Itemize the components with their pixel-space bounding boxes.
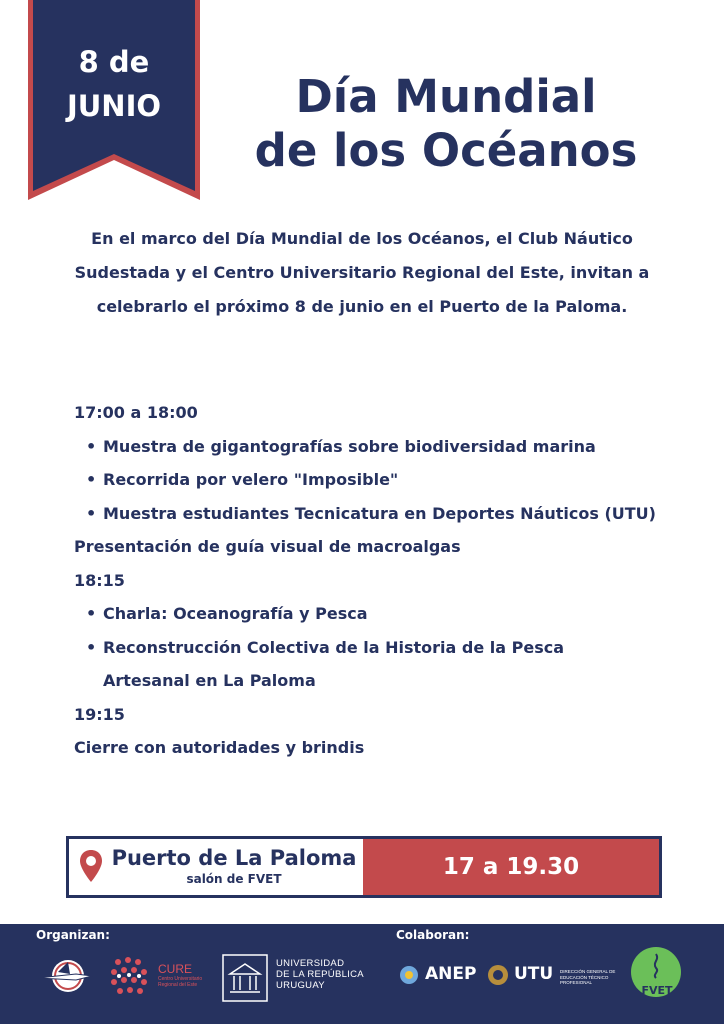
cure-logo-subtext: Centro Universitario Regional del Este — [158, 976, 203, 988]
utu-logo-text: UTU — [514, 964, 554, 984]
udelar-logo-text — [276, 958, 364, 991]
udelar-line-2: DE LA REPÚBLICA — [276, 969, 364, 980]
location-room: salón de FVET — [186, 872, 282, 886]
footer — [0, 924, 724, 1024]
ribbon-day: 8 de — [78, 45, 150, 79]
list-item: • Muestra estudiantes Tecnicatura en Deportes Náuticos (UTU) — [74, 497, 674, 531]
schedule-time-2: 18:15 — [74, 570, 125, 590]
dgetp-logo-text: DIRECCIÓN GENERAL DE EDUCACIÓN TÉCNICO PROFESIONAL — [560, 969, 616, 985]
schedule-time-3: 19:15 — [74, 704, 125, 724]
list-item: • Charla: Oceanografía y Pesca — [74, 597, 674, 631]
colaboran-label: Colaboran: — [396, 928, 470, 942]
intro-paragraph — [60, 222, 664, 324]
anep-emblem-icon — [398, 964, 420, 990]
schedule-plain-2: Cierre con autoridades y brindis — [74, 738, 365, 757]
event-time: 17 a 19.30 — [363, 839, 659, 895]
intro-line-3: celebrarlo el próximo 8 de junio en el Puerto de la Paloma. — [96, 297, 628, 316]
page-title — [226, 70, 666, 178]
udelar-line-3: URUGUAY — [276, 980, 325, 991]
anep-logo-text: ANEP — [425, 964, 477, 984]
intro-line-1: En el marco del Día Mundial de los Océanos, el Club Náutico — [91, 229, 633, 248]
organizan-label: Organizan: — [36, 928, 110, 942]
udelar-building-icon — [222, 954, 268, 1006]
udelar-line-1: UNIVERSIDAD — [276, 958, 345, 969]
title-line-2: de los Océanos — [254, 124, 638, 177]
cure-logo-text: CURE — [158, 962, 193, 976]
location-name: Puerto de La Paloma — [111, 846, 357, 870]
intro-line-2: Sudestada y el Centro Universitario Regional del Este, invitan a — [74, 263, 650, 282]
cure-dots-icon — [108, 954, 156, 1002]
schedule-time-1: 17:00 a 18:00 — [74, 403, 198, 422]
schedule — [74, 396, 674, 765]
utu-emblem-icon — [486, 962, 510, 992]
fvet-logo-text: FVET — [641, 984, 673, 997]
location-banner — [66, 836, 662, 898]
date-ribbon — [28, 0, 200, 200]
ribbon-month: JUNIO — [66, 89, 162, 123]
schedule-plain-1: Presentación de guía visual de macroalgas — [74, 537, 461, 556]
title-line-1: Día Mundial — [295, 70, 597, 123]
location-info — [69, 839, 363, 895]
list-item: • Reconstrucción Colectiva de la Historia de la Pesca Artesanal en La Paloma — [74, 631, 654, 698]
list-item: • Muestra de gigantografías sobre biodiversidad marina — [74, 430, 674, 464]
club-sudestada-logo — [36, 954, 96, 1002]
list-item: • Recorrida por velero "Imposible" — [74, 463, 674, 497]
map-pin-icon — [79, 849, 103, 887]
